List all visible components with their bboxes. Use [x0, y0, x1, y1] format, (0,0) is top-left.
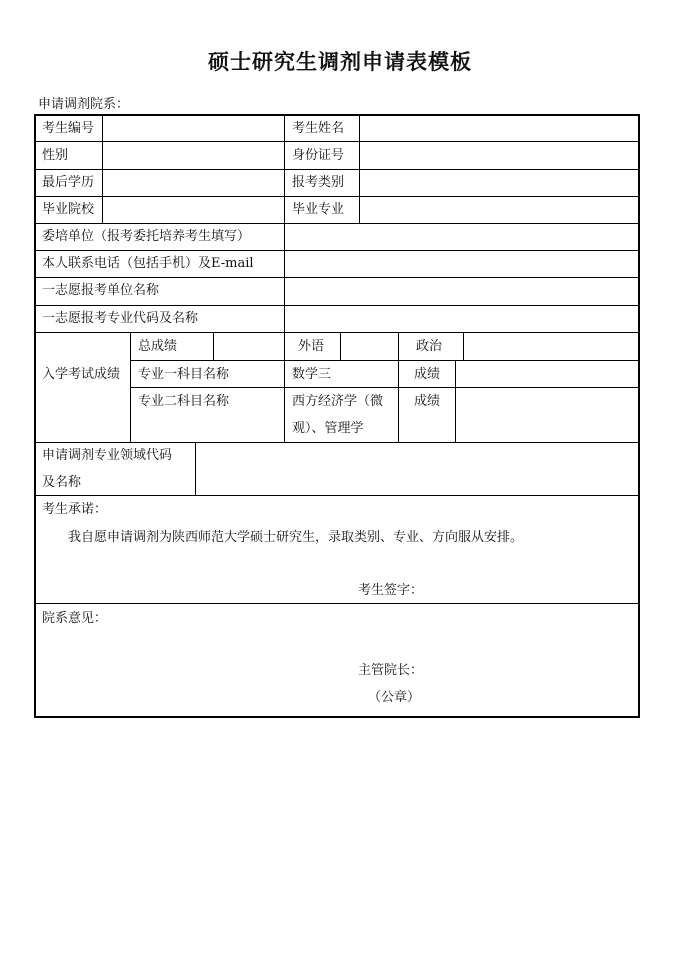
col-divider	[463, 332, 464, 360]
col-divider	[213, 332, 214, 360]
col-divider	[284, 332, 285, 442]
col-divider	[455, 360, 456, 442]
subject2-name-line2: 观）、管理学	[292, 421, 364, 436]
label-first-choice-major: 一志愿报考专业代码及名称	[42, 311, 199, 326]
col-divider	[284, 223, 285, 332]
row-divider	[36, 277, 638, 278]
col-divider	[359, 116, 360, 223]
col-divider	[102, 116, 103, 223]
row-divider	[36, 332, 638, 333]
row-divider	[36, 223, 638, 224]
row-divider	[130, 387, 638, 388]
label-opinion: 院系意见：	[42, 611, 108, 626]
label-sponsor-unit: 委培单位（报考委托培养考生填写）	[42, 229, 251, 244]
label-gender: 性别	[42, 148, 69, 163]
label-subject2: 专业二科目名称	[138, 394, 230, 409]
row-divider	[36, 603, 638, 604]
row-divider	[36, 141, 638, 142]
label-grad-major: 毕业专业	[292, 202, 345, 217]
label-score: 成绩	[414, 367, 441, 382]
label-apply-field-line1: 申请调剂专业领域代码	[42, 448, 173, 463]
subject2-name-line1: 西方经济学（微	[292, 394, 384, 409]
label-signature: 考生签字：	[358, 583, 424, 598]
label-scores: 入学考试成绩	[42, 367, 121, 382]
label-grad-school: 毕业院校	[42, 202, 95, 217]
col-divider	[130, 332, 131, 442]
application-form	[34, 114, 640, 718]
row-divider	[36, 305, 638, 306]
pledge-text: 我自愿申请调剂为陕西师范大学硕士研究生，录取类别、专业、方向服从安排。	[68, 530, 524, 545]
row-divider	[36, 169, 638, 170]
label-total: 总成绩	[138, 339, 178, 354]
label-exam-no: 考生编号	[42, 121, 95, 136]
page-title: 硕士研究生调剂申请表模板	[208, 49, 472, 74]
label-dean: 主管院长：	[358, 663, 424, 678]
row-divider	[36, 250, 638, 251]
label-last-edu: 最后学历	[42, 175, 95, 190]
label-id-no: 身份证号	[292, 148, 345, 163]
label-foreign-lang: 外语	[298, 339, 325, 354]
col-divider	[398, 332, 399, 360]
col-divider	[340, 332, 341, 360]
label-politics: 政治	[416, 339, 443, 354]
label-seal: （公章）	[368, 690, 421, 705]
row-divider	[36, 442, 638, 443]
col-divider	[284, 116, 285, 223]
label-first-choice-unit: 一志愿报考单位名称	[42, 283, 160, 298]
row-divider	[36, 495, 638, 496]
label-subject1: 专业一科目名称	[138, 367, 230, 382]
label-phone: 本人联系电话（包括手机）及E-mail	[42, 256, 254, 271]
label-pledge: 考生承诺：	[42, 502, 108, 517]
label-exam-category: 报考类别	[292, 175, 345, 190]
label-apply-field-line2: 及名称	[42, 475, 82, 490]
label-name: 考生姓名	[292, 121, 345, 136]
label-score: 成绩	[414, 394, 441, 409]
row-divider	[36, 196, 638, 197]
col-divider	[398, 360, 399, 442]
subject1-name: 数学三	[292, 367, 332, 382]
row-divider	[130, 360, 638, 361]
col-divider	[195, 442, 196, 495]
dept-label: 申请调剂院系：	[38, 97, 130, 112]
